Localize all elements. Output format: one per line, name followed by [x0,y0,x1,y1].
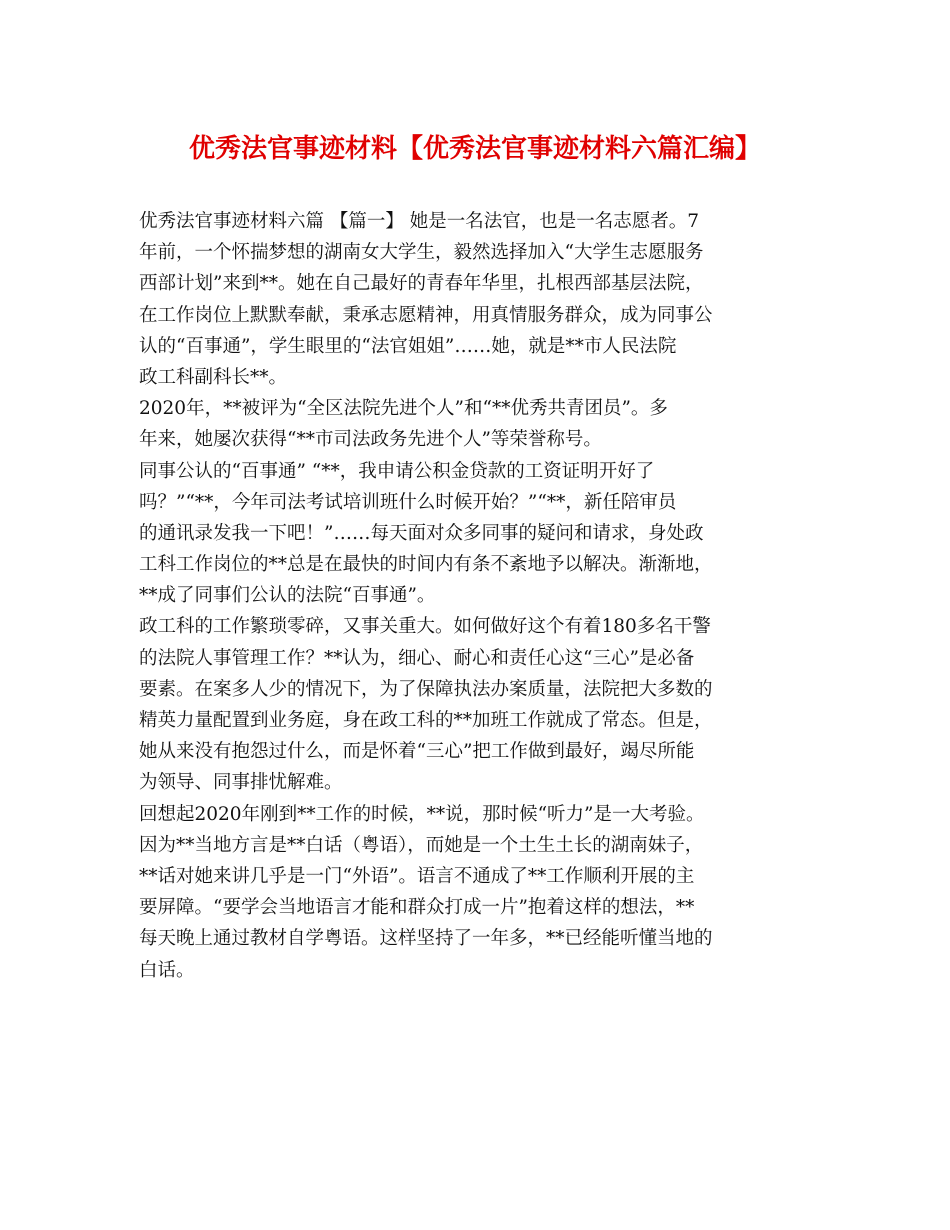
body-line: **成了同事们公认的法院“百事通”。 [139,585,436,607]
body-line: 同事公认的“百事通” “**，我申请公积金贷款的工资证明开好了 [139,460,655,482]
body-line: 要素。在案多人少的情况下，为了保障执法办案质量，法院把大多数的 [139,678,713,700]
body-line: 的通讯录发我一下吧！”……每天面对众多同事的疑问和请求，身处政 [139,522,704,544]
body-line: 白话。 [139,959,195,981]
body-line: 年来，她屡次获得“**市司法政务先进个人”等荣誉称号。 [139,429,602,451]
body-line: 政工科的工作繁琐零碎，又事关重大。如何做好这个有着180多名干警 [139,616,711,638]
body-line: 工科工作岗位的**总是在最快的时间内有条不紊地予以解决。渐渐地， [139,554,713,576]
body-line: 要屏障。“要学会当地语言才能和群众打成一片”抱着这样的想法，** [139,897,695,919]
document-body [139,206,819,986]
body-line: 西部计划”来到**。她在自己最好的青春年华里，扎根西部基层法院， [139,273,704,295]
body-line: 优秀法官事迹材料六篇 【篇一】 她是一名法官，也是一名志愿者。7 [139,211,700,232]
document-title: 优秀法官事迹材料【优秀法官事迹材料六篇汇编】 [188,134,761,164]
body-line: 政工科副科长**。 [139,366,288,388]
body-line: 因为**当地方言是**白话（粤语），而她是一个土生土长的湖南妹子， [139,834,704,856]
body-line: 2020年，**被评为“全区法院先进个人”和“**优秀共青团员”。多 [139,398,668,420]
body-line: 的法院人事管理工作？**认为，细心、耐心和责任心这“三心”是必备 [139,647,695,669]
body-line: 吗？”“**，今年司法考试培训班什么时候开始？”“**，新任陪审员 [139,491,677,513]
body-line: 每天晚上通过教材自学粤语。这样坚持了一年多，**已经能听懂当地的 [139,928,713,950]
body-line: **话对她来讲几乎是一门“外语”。语言不通成了**工作顺利开展的主 [139,865,695,887]
body-line: 为领导、同事排忧解难。 [139,772,343,794]
body-line: 回想起2020年刚到**工作的时候，**说，那时候“听力”是一大考验。 [139,803,705,825]
body-line: 认的“百事通”，学生眼里的“法官姐姐”……她，就是**市人民法院 [139,335,677,357]
body-line: 在工作岗位上默默奉献，秉承志愿精神，用真情服务群众，成为同事公 [139,304,713,326]
body-line: 年前，一个怀揣梦想的湖南女大学生，毅然选择加入“大学生志愿服务 [139,242,704,264]
body-line: 精英力量配置到业务庭，身在政工科的**加班工作就成了常态。但是， [139,710,713,731]
body-line: 她从来没有抱怨过什么，而是怀着“三心”把工作做到最好，竭尽所能 [139,741,695,763]
